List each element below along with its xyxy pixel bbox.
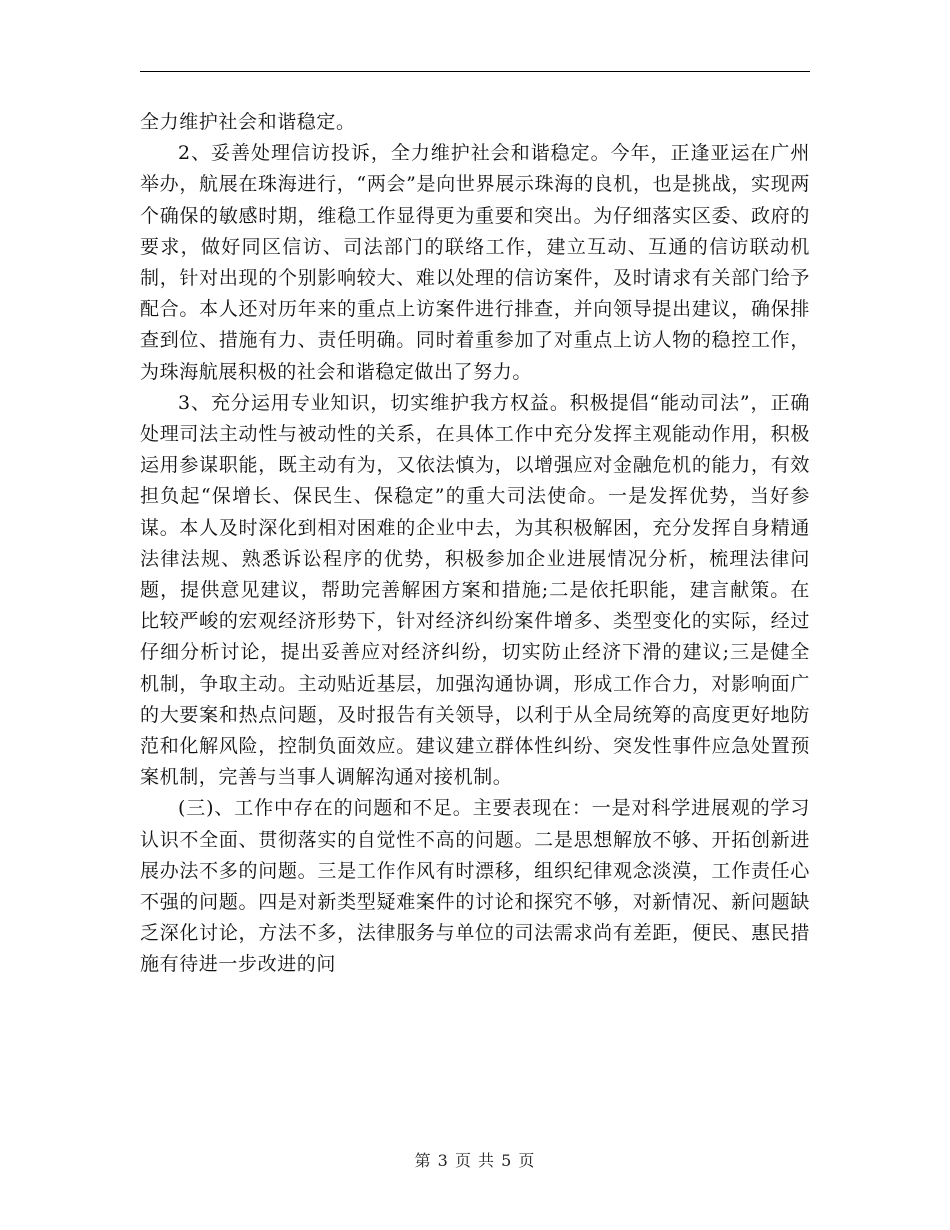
document-body	[140, 107, 810, 981]
paragraph-1: 全力维护社会和谐稳定。	[140, 111, 356, 133]
page-number-footer: 第 3 页 共 5 页	[414, 1151, 536, 1170]
paragraph-3: 3、充分运用专业知识，切实维护我方权益。积极提倡“能动司法”，正确处理司法主动性与被动性的关系，在具体工作中充分发挥主观能动作用，积极运用参谋职能，既主动有为，又依法慎为，以增强应对金融危机的能力，有效担负起“保增长、保民生、保稳定”的重大司法使命。一是发挥优势，当好参谋。本人及时深化到相对困难的企业中去，为其积极解困，充分发挥自身精通法律法规、熟悉诉讼程序的优势，积极参加企业进展情况分析，梳理法律问题，提供意见建议，帮助完善解困方案和措施;二是依托职能，建言献策。在比较严峻的宏观经济形势下，针对经济纠纷案件增多、类型变化的实际，经过仔细分析讨论，提出妥善应对经济纠纷，切实防止经济下滑的建议;三是健全机制，争取主动。主动贴近基层，加强沟通协调，形成工作合力，对影响面广的大要案和热点问题，及时报告有关领导，以利于从全局统筹的高度更好地防范和化解风险，控制负面效应。建议建立群体性纠纷、突发性事件应急处置预案机制，完善与当事人调解沟通对接机制。	[140, 391, 810, 789]
paragraph-2: 2、妥善处理信访投诉，全力维护社会和谐稳定。今年，正逢亚运在广州举办，航展在珠海进行，“两会”是向世界展示珠海的良机，也是挑战，实现两个确保的敏感时期，维稳工作显得更为重要和突出。为仔细落实区委、政府的要求，做好同区信访、司法部门的联络工作，建立互动、互通的信访联动机制，针对出现的个别影响较大、难以处理的信访案件，及时请求有关部门给予配合。本人还对历年来的重点上访案件进行排查，并向领导提出建议，确保排查到位、措施有力、责任明确。同时着重参加了对重点上访人物的稳控工作，为珠海航展积极的社会和谐稳定做出了努力。	[140, 142, 810, 383]
header-rule	[140, 71, 810, 72]
paragraph-4: (三)、工作中存在的问题和不足。主要表现在：一是对科学进展观的学习认识不全面、贯彻落实的自觉性不高的问题。二是思想解放不够、开拓创新进展办法不多的问题。三是工作作风有时漂移，组织纪律观念淡漠，工作责任心不强的问题。四是对新类型疑难案件的讨论和探究不够，对新情况、新问题缺乏深化讨论，方法不多，法律服务与单位的司法需求尚有差距，便民、惠民措施有待进一步改进的问	[140, 797, 810, 976]
